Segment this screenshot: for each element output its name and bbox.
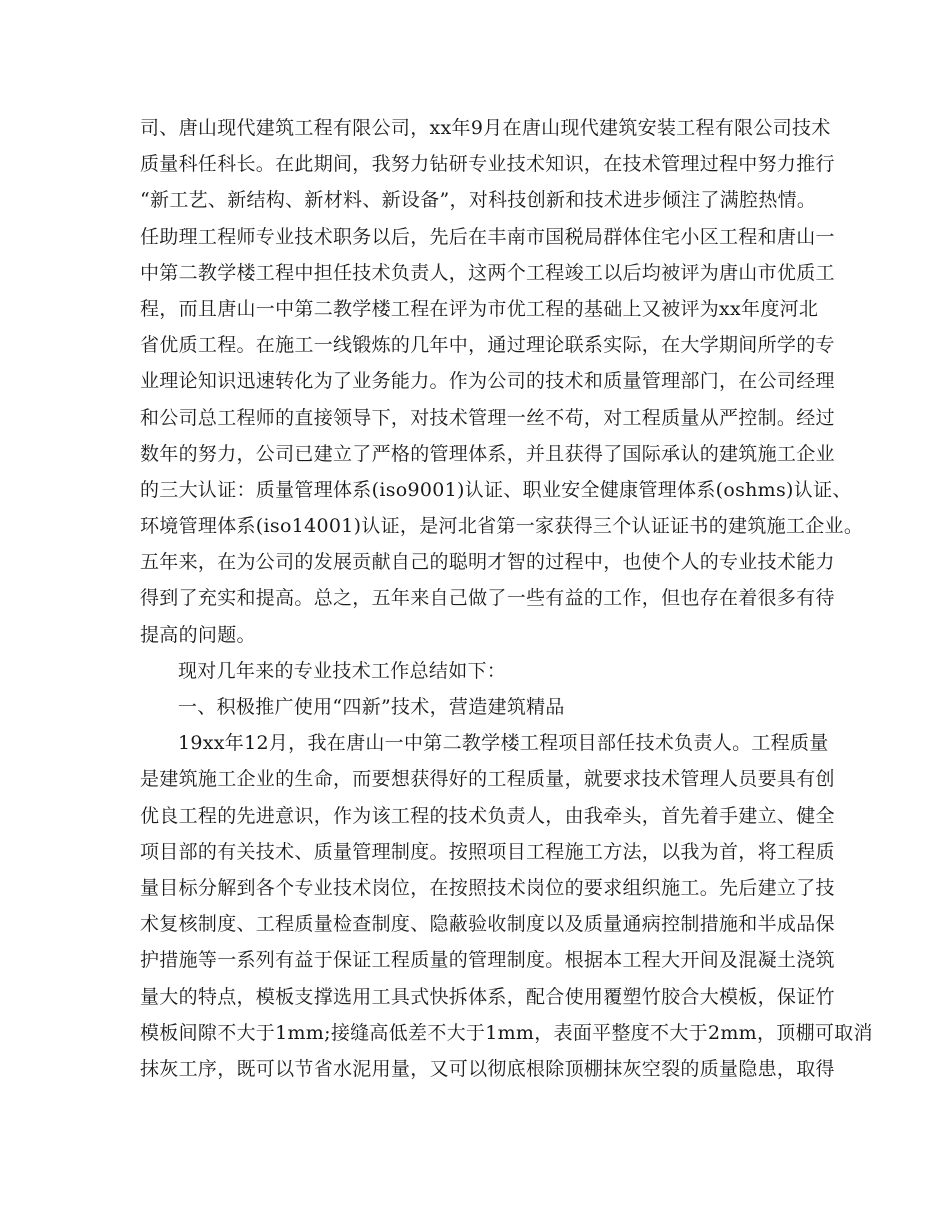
text-line: 模板间隙不大于1mm;接缝高低差不大于1mm，表面平整度不大于2mm，顶棚可取消 <box>140 1021 873 1044</box>
text-line: 是建筑施工企业的生命，而要想获得好的工程质量，就要求技术管理人员要具有创 <box>140 768 835 791</box>
text-line: 的三大认证：质量管理体系(iso9001)认证、职业安全健康管理体系(oshms)认证、 <box>140 478 852 501</box>
text-line: 提高的问题。 <box>140 623 256 646</box>
text-line: 术复核制度、工程质量检查制度、隐蔽验收制度以及质量通病控制措施和半成品保 <box>140 913 835 936</box>
text-line: 程，而且唐山一中第二教学楼工程在评为市优工程的基础上又被评为xx年度河北 <box>140 297 819 320</box>
text-line: 项目部的有关技术、质量管理制度。按照项目工程施工方法，以我为首，将工程质 <box>140 840 835 863</box>
body-text <box>140 110 873 1087</box>
text-line: 中第二教学楼工程中担任技术负责人，这两个工程竣工以后均被评为唐山市优质工 <box>140 261 835 284</box>
text-line: 业理论知识迅速转化为了业务能力。作为公司的技术和质量管理部门，在公司经理 <box>140 370 835 393</box>
text-line: 抹灰工序，既可以节省水泥用量，又可以彻底根除顶棚抹灰空裂的质量隐患，取得 <box>140 1057 835 1080</box>
section-heading: 一、积极推广使用“四新”技术，营造建筑精品 <box>178 696 565 718</box>
text-line: 量目标分解到各个专业技术岗位，在按照技术岗位的要求组织施工。先后建立了技 <box>140 876 835 899</box>
text-line: 任助理工程师专业技术职务以后，先后在丰南市国税局群体住宅小区工程和唐山一 <box>140 225 835 248</box>
text-line: 量大的特点，模板支撑选用工具式快拆体系，配合使用覆塑竹胶合大模板，保证竹 <box>140 985 835 1008</box>
text-line: 五年来，在为公司的发展贡献自己的聪明才智的过程中，也使个人的专业技术能力 <box>140 551 835 574</box>
text-line: 数年的努力，公司已建立了严格的管理体系，并且获得了国际承认的建筑施工企业 <box>140 442 835 465</box>
text-line: 质量科任科长。在此期间，我努力钻研专业技术知识，在技术管理过程中努力推行 <box>140 153 835 176</box>
text-line: 护措施等一系列有益于保证工程质量的管理制度。根据本工程大开间及混凝土浇筑 <box>140 949 835 972</box>
text-line: 司、唐山现代建筑工程有限公司，xx年9月在唐山现代建筑安装工程有限公司技术 <box>140 117 831 139</box>
text-line: 省优质工程。在施工一线锻炼的几年中，通过理论联系实际，在大学期间所学的专 <box>140 334 835 357</box>
text-line: 19xx年12月，我在唐山一中第二教学楼工程项目部任技术负责人。工程质量 <box>178 732 829 755</box>
text-line: 得到了充实和提高。总之，五年来自己做了一些有益的工作，但也存在着很多有待 <box>140 587 835 610</box>
paragraph-intro: 现对几年来的专业技术工作总结如下： <box>178 659 507 682</box>
text-line: 环境管理体系(iso14001)认证，是河北省第一家获得三个认证证书的建筑施工企业。 <box>140 515 864 538</box>
text-line: 和公司总工程师的直接领导下，对技术管理一丝不苟，对工程质量从严控制。经过 <box>140 406 835 429</box>
text-line: “新工艺、新结构、新材料、新设备”，对科技创新和技术进步倾注了满腔热情。 <box>140 189 817 212</box>
text-line: 优良工程的先进意识，作为该工程的技术负责人，由我牵头，首先着手建立、健全 <box>140 804 835 827</box>
